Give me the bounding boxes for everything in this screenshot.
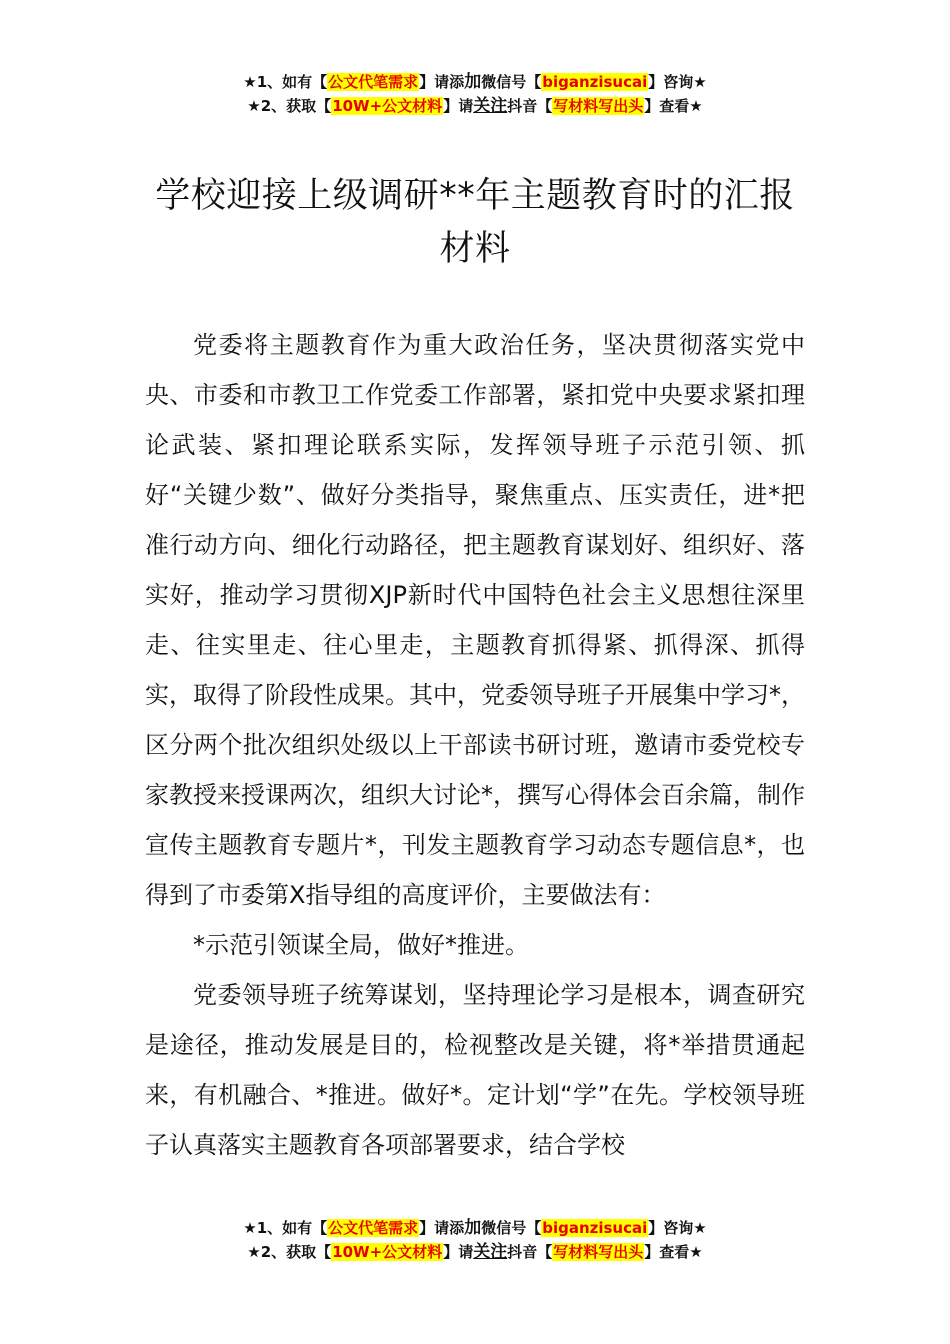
body-paragraph-1: 党委将主题教育作为重大政治任务，坚决贯彻落实党中央、市委和市教卫工作党委工作部署，紧扣党中央要求紧扣理论武装、紧扣理论联系实际，发挥领导班子示范引领、抓好“关键少数”、做好分类指导，聚焦重点、压实责任，进*把准行动方向、细化行动路径，把主题教育谋划好、组织好、落实好，推动学习贯彻XJP新时代中国特色社会主义思想往深里走、往实里走、往心里走，主题教育抓得紧、抓得深、抓得实，取得了阶段性成果。其中，党委领导班子开展集中学习*，区分两个批次组织处级以上干部读书研讨班，邀请市委党校专家教授来授课两次，组织大讨论*，撰写心得体会百余篇，制作宣传主题教育专题片*，刊发主题教育学习动态专题信息*，也得到了市委第X指导组的高度评价，主要做法有： bbox=[145, 331, 805, 909]
title-line-1: 学校迎接上级调研**年主题教育时的汇报 bbox=[155, 176, 795, 216]
banner-highlight-wechat-id: biganzisucai bbox=[542, 1219, 648, 1237]
banner-highlight-service: 公文代笔需求 bbox=[328, 1219, 419, 1237]
title-line-2: 材料 bbox=[439, 229, 511, 269]
banner-line-2: ★2、获取【10W+公文材料】请关注抖音【写材料写出头】查看★ bbox=[247, 96, 703, 116]
banner-line-2: ★2、获取【10W+公文材料】请关注抖音【写材料写出头】查看★ bbox=[247, 1242, 703, 1262]
banner-line-1: ★1、如有【公文代笔需求】请添加微信号【biganzisucai】咨询★ bbox=[243, 72, 707, 92]
document-title bbox=[145, 170, 805, 276]
banner-line-1: ★1、如有【公文代笔需求】请添加微信号【biganzisucai】咨询★ bbox=[243, 1218, 707, 1238]
banner-highlight-materials: 10W+公文材料 bbox=[332, 1243, 443, 1261]
banner-highlight-materials: 10W+公文材料 bbox=[332, 97, 443, 115]
document-body bbox=[145, 320, 805, 1170]
banner-highlight-douyin: 写材料写出头 bbox=[553, 97, 644, 115]
body-paragraph-2: *示范引领谋全局，做好*推进。 bbox=[193, 931, 529, 959]
header-banner bbox=[0, 70, 950, 118]
footer-banner bbox=[0, 1216, 950, 1264]
banner-highlight-douyin: 写材料写出头 bbox=[553, 1243, 644, 1261]
body-paragraph-3: 党委领导班子统筹谋划，坚持理论学习是根本，调查研究是途径，推动发展是目的，检视整改是关键，将*举措贯通起来，有机融合、*推进。做好*。定计划“学”在先。学校领导班子认真落实主题教育各项部署要求，结合学校 bbox=[145, 981, 805, 1159]
banner-highlight-service: 公文代笔需求 bbox=[328, 73, 419, 91]
banner-highlight-wechat-id: biganzisucai bbox=[542, 73, 648, 91]
